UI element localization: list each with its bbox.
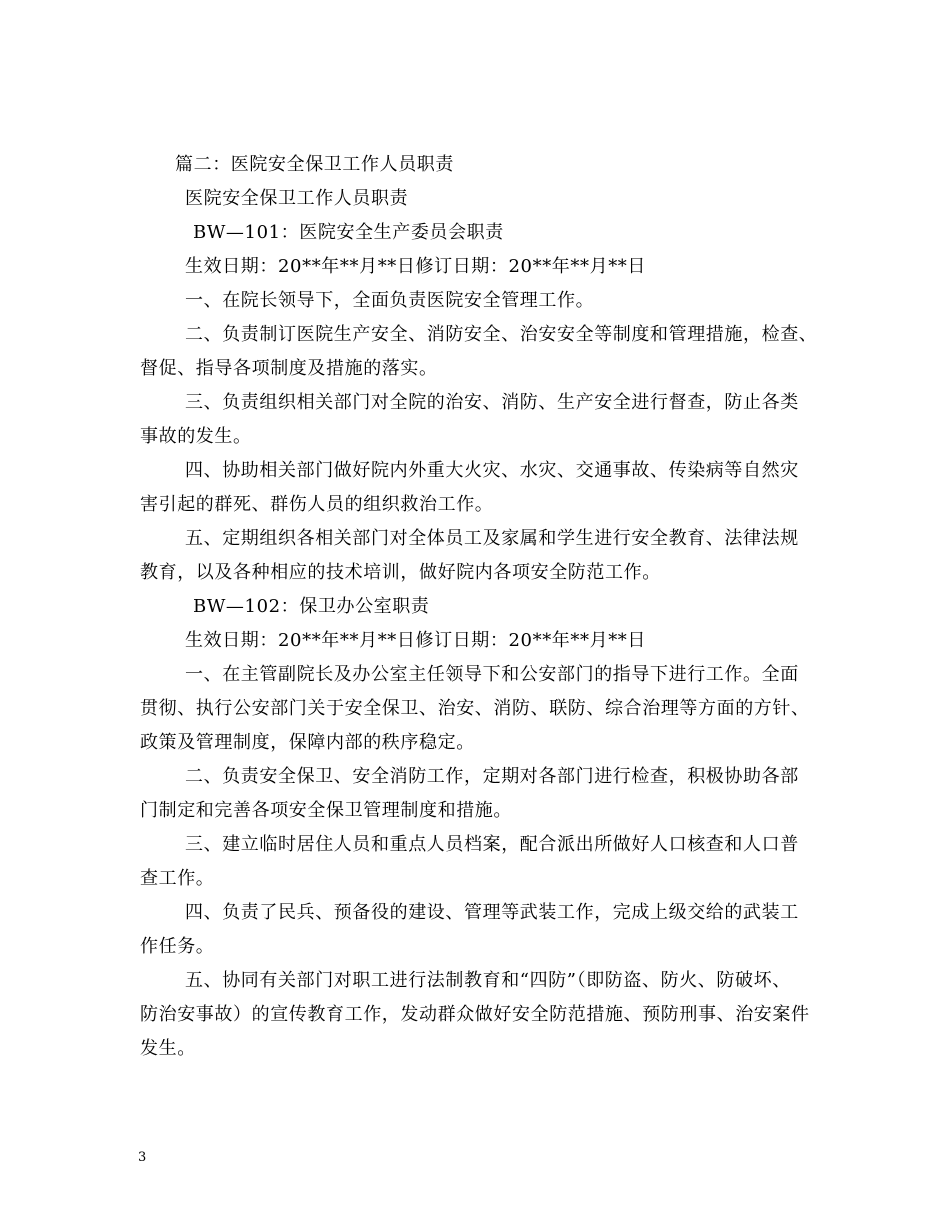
paragraph-line: 一、在主管副院长及办公室主任领导下和公安部门的指导下进行工作。全面 [185, 664, 799, 685]
paragraph-line: 查工作。 [140, 868, 215, 889]
paragraph-line: 贯彻、执行公安部门关于安全保卫、治安、消防、联防、综合治理等方面的方针、 [140, 698, 810, 719]
paragraph-line: 一、在院长领导下，全面负责医院安全管理工作。 [185, 290, 595, 311]
paragraph-line: 五、定期组织各相关部门对全体员工及家属和学生进行安全教育、法律法规 [185, 528, 799, 549]
effective-date-line: 生效日期：20**年**月**日修订日期：20**年**月**日 [185, 630, 647, 651]
paragraph-line: 督促、指导各项制度及措施的落实。 [140, 358, 438, 379]
paragraph-line: 政策及管理制度，保障内部的秩序稳定。 [140, 732, 475, 753]
document-title: 医院安全保卫工作人员职责 [185, 188, 409, 209]
paragraph-line: 二、负责制订医院生产安全、消防安全、治安安全等制度和管理措施，检查、 [185, 324, 818, 345]
paragraph-line: 四、负责了民兵、预备役的建设、管理等武装工作，完成上级交给的武装工 [185, 902, 799, 923]
paragraph-line: 作任务。 [140, 936, 215, 957]
paragraph-line: 发生。 [140, 1038, 196, 1059]
paragraph-line: 害引起的群死、群伤人员的组织救治工作。 [140, 494, 494, 515]
paragraph-line: 防治安事故）的宣传教育工作，发动群众做好安全防范措施、预防刑事、治安案件 [140, 1004, 810, 1025]
paragraph-line: 二、负责安全保卫、安全消防工作，定期对各部门进行检查，积极协助各部 [185, 766, 799, 787]
paragraph-line: 门制定和完善各项安全保卫管理制度和措施。 [140, 800, 512, 821]
paragraph-line: 三、负责组织相关部门对全院的治安、消防、生产安全进行督查，防止各类 [185, 392, 799, 413]
sub-heading-bw101: BW—101：医院安全生产委员会职责 [193, 222, 504, 243]
paragraph-line: 事故的发生。 [140, 426, 252, 447]
sub-heading-bw102: BW—102：保卫办公室职责 [193, 596, 430, 617]
paragraph-line: 四、协助相关部门做好院内外重大火灾、水灾、交通事故、传染病等自然灾 [185, 460, 799, 481]
effective-date-line: 生效日期：20**年**月**日修订日期：20**年**月**日 [185, 256, 647, 277]
page-number: 3 [138, 1150, 147, 1165]
paragraph-line: 三、建立临时居住人员和重点人员档案，配合派出所做好人口核查和人口普 [185, 834, 799, 855]
paragraph-line: 五、协同有关部门对职工进行法制教育和“四防”（即防盗、防火、防破坏、 [185, 970, 791, 991]
section-heading: 篇二：医院安全保卫工作人员职责 [175, 154, 454, 175]
paragraph-line: 教育，以及各种相应的技术培训，做好院内各项安全防范工作。 [140, 562, 661, 583]
